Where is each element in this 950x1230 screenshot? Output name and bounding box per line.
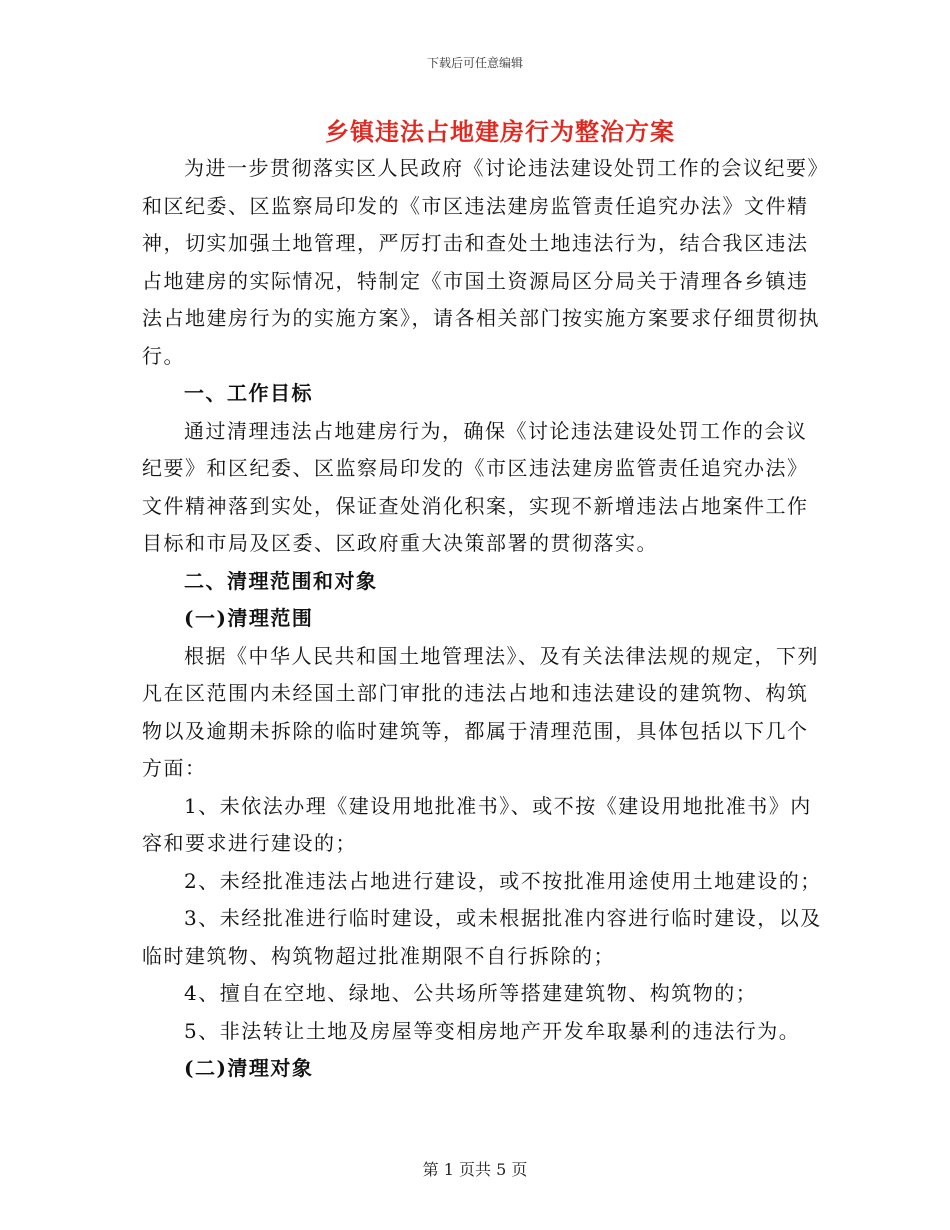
- list-item: 1、未依法办理《建设用地批准书》、或不按《建设用地批准书》内容和要求进行建设的；: [142, 793, 812, 855]
- header-note: 下载后可任意编辑: [426, 56, 523, 70]
- section-1-paragraph: 通过清理违法占地建房行为，确保《讨论违法建设处罚工作的会议纪要》和区纪委、区监察局印发的《市区违法建房监管责任追究办法》文件精神落到实处，保证查处消化积案，实现不新增违法占地案件工作目标和市局及区委、区政府重大决策部署的贯彻落实。: [142, 418, 809, 555]
- list-item: 2、未经批准违法占地进行建设，或不按批准用途使用土地建设的；: [184, 868, 822, 893]
- section-2-heading: 二、清理范围和对象: [184, 568, 378, 593]
- intro-paragraph: 为进一步贯彻落实区人民政府《讨论违法建设处罚工作的会议纪要》和区纪委、区监察局印发的《市区违法建房监管责任追究办法》文件精神，切实加强土地管理，严厉打击和查处土地违法行为，结合我区违法占地建房的实际情况，特制定《市国土资源局区分局关于清理各乡镇违法占地建房行为的实施方案》，请各相关部门按实施方案要求仔细贯彻执行。: [142, 156, 820, 368]
- list-item: 5、非法转让土地及房屋等变相房地产开发牟取暴利的违法行为。: [184, 1018, 801, 1043]
- subsection-1-heading: (一)清理范围: [184, 606, 314, 630]
- section-1-heading: 一、工作目标: [184, 381, 313, 405]
- subsection-2-heading: (二)清理对象: [184, 1056, 314, 1080]
- list-item: 4、擅自在空地、绿地、公共场所等搭建建筑物、构筑物的；: [184, 981, 758, 1005]
- page-number: 第 1 页共 5 页: [422, 1160, 528, 1179]
- subsection-1-paragraph: 根据《中华人民共和国土地管理法》、及有关法律法规的规定，下列凡在区范围内未经国土部门审批的违法占地和违法建设的建筑物、构筑物以及逾期未拆除的临时建筑等，都属于清理范围，具体包括以下几个方面：: [142, 643, 819, 780]
- document-body: [142, 150, 822, 1088]
- document-title: 乡镇违法占地建房行为整治方案: [325, 117, 675, 146]
- list-item: 3、未经批准进行临时建设，或未根据批准内容进行临时建设，以及临时建筑物、构筑物超过批准期限不自行拆除的；: [142, 906, 822, 968]
